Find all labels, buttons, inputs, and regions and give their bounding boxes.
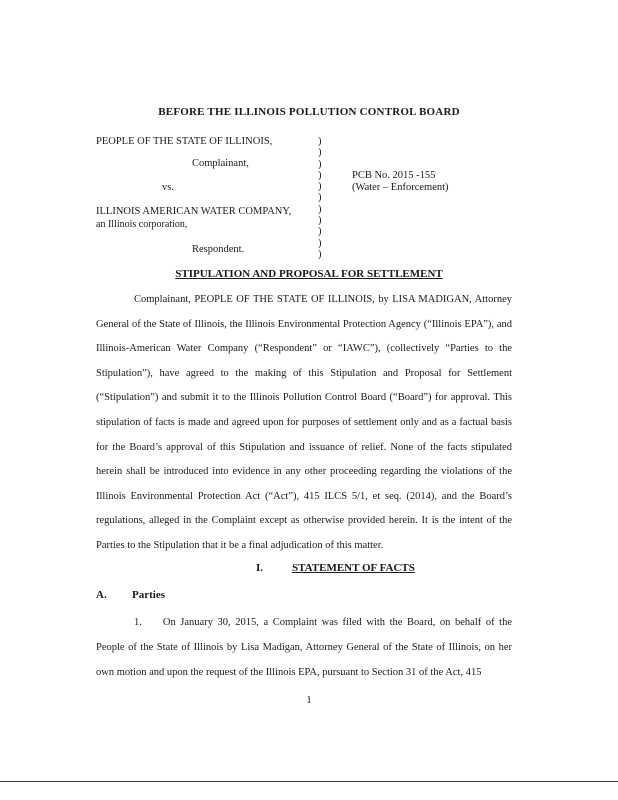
paragraph-1-block <box>96 610 512 685</box>
bracket-mark: ) <box>318 215 322 227</box>
intro-paragraph-block <box>96 288 512 559</box>
bracket-mark: ) <box>318 147 322 159</box>
intro-paragraph: Complainant, PEOPLE OF THE STATE OF ILLINOIS, by LISA MADIGAN, Attorney General of the State of Illinois, the Illinois Environmental Protection Agency (“Illinois EPA”), and Illinois-American Water Company (“Respondent” or “IAWC”), (collectively “Parties to the Stipulation”), have agreed to the making of this Stipulation and Proposal for Settlement (“Stipulation”) and submit it to the Illinois Pollution Control Board (“Board”) for approval. This stipulation of facts is made and agreed upon for purposes of settlement only and as a factual basis for the Board’s approval of this Stipulation and issuance of relief. None of the facts stipulated herein shall be introduced into evidence in any other proceeding regarding the violations of the Illinois Environmental Protection Act (“Act”), 415 ILCS 5/1, et seq. (2014), and the Board’s regulations, alleged in the Complaint except as otherwise provided herein. It is the intent of the Parties to the Stipulation that it be a final adjudication of this matter. <box>96 294 512 551</box>
bracket-mark: ) <box>318 169 322 181</box>
section-title: STATEMENT OF FACTS <box>292 562 415 574</box>
caption-bracket <box>318 136 328 260</box>
case-number: PCB No. 2015 -155 <box>352 170 436 181</box>
defendant-role: Respondent. <box>192 244 245 255</box>
document-title: STIPULATION AND PROPOSAL FOR SETTLEMENT <box>175 268 443 280</box>
section-number: I. <box>256 562 264 574</box>
bracket-mark: ) <box>318 181 322 193</box>
footer-divider <box>0 781 618 782</box>
defendant-description: an Illinois corporation, <box>96 219 188 230</box>
subsection-title: Parties <box>132 589 165 601</box>
court-title: BEFORE THE ILLINOIS POLLUTION CONTROL BOARD <box>158 106 460 118</box>
bracket-mark: ) <box>318 158 322 170</box>
bracket-mark: ) <box>318 203 322 215</box>
bracket-mark: ) <box>318 226 322 238</box>
defendant-name: ILLINOIS AMERICAN WATER COMPANY, <box>96 206 292 217</box>
page-number: 1 <box>306 694 312 706</box>
case-type: (Water – Enforcement) <box>352 182 449 193</box>
versus-label: vs. <box>162 182 174 193</box>
bracket-mark: ) <box>318 192 322 204</box>
subsection-letter: A. <box>96 589 107 601</box>
paragraph-1: 1. On January 30, 2015, a Complaint was filed with the Board, on behalf of the People of the State of Illinois by Lisa Madigan, Attorney General of the State of Illinois, on her own motion and upon the request of the Illinois EPA, pursuant to Section 31 of the Act, 415 <box>96 617 512 678</box>
plaintiff-role: Complainant, <box>192 158 249 169</box>
bracket-mark: ) <box>318 248 322 260</box>
bracket-mark: ) <box>318 237 322 249</box>
bracket-mark: ) <box>318 136 322 147</box>
plaintiff-name: PEOPLE OF THE STATE OF ILLINOIS, <box>96 136 273 147</box>
